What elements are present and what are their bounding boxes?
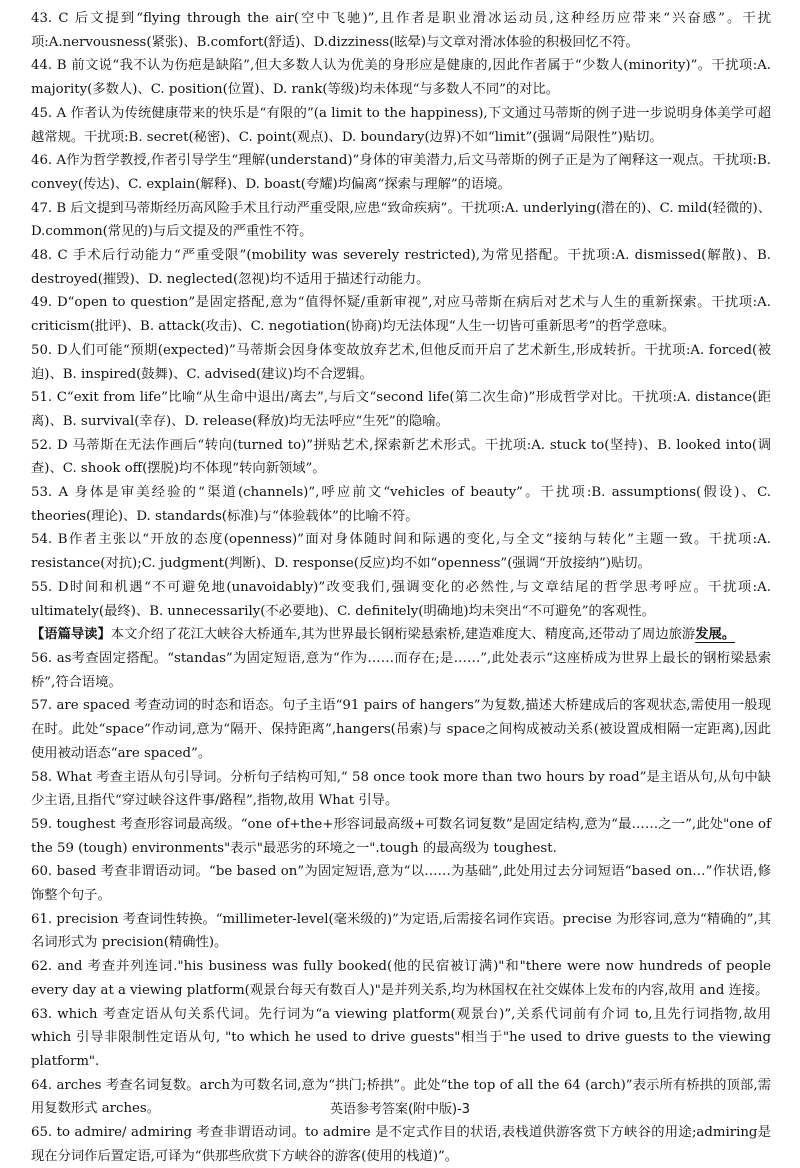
answer-item-44: 44. B 前文说“我不认为伤疤是缺陷”,但大多数人认为优美的身形应是健康的,因此作者属于“少数人(minority)”。干扰项:A. majority(多数人)、C. position(位置)、D. rank(等级)均未体现“与多数人不同”的对比。	[31, 58, 772, 98]
answer-item-51: 51. C“exit from life”比喻“从生命中退出/离去”,与后文“second life(第二次生命)”形成哲学对比。干扰项:A. distance(距离)、B. survival(幸存)、D. release(释放)均无法呼应“生死”的隐喻。	[31, 390, 771, 429]
answer-item-58: 58. What 考查主语从句引导词。分析句子结构可知,“ 58 once took more than two hours by road”是主语从句,从句中缺少主语,且指代“穿过峡谷这件事/路程”,指物,故用 What 引导。	[31, 769, 771, 809]
answer-item-64: 64. arches 考查名词复数。arch为可数名词,意为“拱门;桥拱”。此处“the top of all the 64 (arch)”表示所有桥拱的顶部,需用复数形式 arches。	[31, 1077, 771, 1117]
answer-item-60: 60. based 考查非谓语动词。“be based on”为固定短语,意为“以……为基础”,此处用过去分词短语“based on…”作状语,修饰整个句子。	[31, 864, 771, 904]
answer-item-50: 50. D人们可能“预期(expected)”马蒂斯会因身体变故放弃艺术,但他反而开启了艺术新生,形成转折。干扰项:A. forced(被迫)、B. inspired(鼓舞)、C. advised(建议)均不合逻辑。	[31, 342, 771, 382]
answer-item-53: 53. A 身体是审美经验的“渠道(channels)”,呼应前文“vehicles of beauty”。干扰项:B. assumptions(假设)、C. theories(理论)、D. standards(标准)与“体验载体”的比喻不符。	[31, 485, 771, 524]
answer-item-65: 65. to admire/ admiring 考查非谓语动词。to admire 是不定式作目的状语,表栈道供游客赏下方峡谷的用途;admiring是现在分词作后置定语,可译为“供那些欣赏下方峡谷的游客(使用的栈道)”。	[31, 1125, 771, 1164]
guide-label: 【语篇导读】	[31, 627, 111, 643]
guide-end: 发展。	[695, 627, 736, 643]
answer-page	[31, 7, 771, 1168]
answer-item-63: 63. which 考查定语从句关系代词。先行词为“a viewing platform(观景台)”,关系代词前有介词 to,且先行词指物,故用 which 引导非限制性定语从句, "to which he used to drive guests"相当于"he used to drive guests to the viewing platform".	[31, 1006, 771, 1069]
answer-item-61: 61. precision 考查词性转换。“millimeter-level(毫米级的)”为定语,后需接名词作宾语。precise 为形容词,意为“精确的”,其名词形式为 precision(精确性)。	[31, 911, 771, 951]
answer-item-48: 48. C 手术后行动能力“严重受限”(mobility was severely restricted),为常见搭配。干扰项:A. dismissed(解散)、B. destroyed(摧毁)、D. neglected(忽视)均不适用于描述行动能力。	[31, 248, 771, 287]
page-footer: 英语参考答案(附中版)-3	[329, 1102, 471, 1117]
passage-guide	[31, 623, 771, 647]
answer-item-62: 62. and 考查并列连词."his business was fully booked(他的民宿被订满)"和"there were now hundreds of people every day at a viewing platform(观景台每天有数百人)"是并列关系,均为林国权在社交媒体上发布的内容,故用 and 连接。	[31, 959, 771, 998]
answer-item-57: 57. are spaced 考查动词的时态和语态。句子主语“91 pairs of hangers”为复数,描述大桥建成后的客观状态,需使用一般现在时。此处“space”作动词,意为“隔开、保持距离”,hangers(吊索)与 space之间构成被动关系(被设置成相隔一定距离),因此使用被动语态“are spaced”。	[31, 698, 771, 761]
guide-body: 本文介绍了花江大峡谷大桥通车,其为世界最长钢桁梁悬索桥,建造难度大、精度高,还带动了周边旅游	[110, 627, 696, 643]
answer-item-52: 52. D 马蒂斯在无法作画后“转向(turned to)”拼贴艺术,探索新艺术形式。干扰项:A. stuck to(坚持)、B. looked into(调查)、C. shook off(摆脱)均不体现“转向新领域”。	[31, 437, 771, 477]
answer-item-49: 49. D“open to question”是固定搭配,意为“值得怀疑/重新审视”,对应马蒂斯在病后对艺术与人生的重新探索。干扰项:A. criticism(批评)、B. attack(攻击)、C. negotiation(协商)均无法体现“人生一切皆可重新思考”的哲学意味。	[31, 295, 771, 335]
answer-item-55: 55. D时间和机遇“不可避免地(unavoidably)”改变我们,强调变化的必然性,与文章结尾的哲学思考呼应。干扰项:A. ultimately(最终)、B. unnecessarily(不必要地)、C. definitely(明确地)均未突出“不可避免”的客观性。	[31, 579, 771, 619]
answer-item-45: 45. A 作者认为传统健康带来的快乐是“有限的”(a limit to the happiness),下文通过马蒂斯的例子进一步说明身体美学可超越常规。干扰项:B. secret(秘密)、C. point(观点)、D. boundary(边界)不如“limit”(强调“局限性”)贴切。	[31, 105, 771, 145]
answer-item-47: 47. B 后文提到马蒂斯经历高风险手术且行动严重受限,应患“致命疾病”。干扰项:A. underlying(潜在的)、C. mild(轻微的)、D.common(常见的)与后文提及的严重性不符。	[31, 200, 771, 240]
answer-item-54: 54. B作者主张以“开放的态度(openness)”面对身体随时间和际遇的变化,与全文“接纳与转化”主题一致。干扰项:A. resistance(对抗);C. judgment(判断)、D. response(反应)均不如“openness”(强调“开放接纳”)贴切。	[31, 532, 771, 572]
answer-item-46: 46. A作为哲学教授,作者引导学生“理解(understand)”身体的审美潜力,后文马蒂斯的例子正是为了阐释这一观点。干扰项:B. convey(传达)、C. explain(解释)、D. boast(夸耀)均偏离“探索与理解”的语境。	[31, 153, 771, 192]
answer-item-43: 43. C 后文提到“flying through the air(空中飞驰)”,且作者是职业滑冰运动员,这种经历应带来“兴奋感”。干扰项:A.nervousness(紧张)、B.comfort(舒适)、D.dizziness(眩晕)与文章对滑冰体验的积极回忆不符。	[31, 11, 771, 50]
answer-item-56: 56. as考查固定搭配。“standas”为固定短语,意为“作为……而存在;是……”,此处表示“这座桥成为世界上最长的钢桁梁悬索桥”,符合语境。	[31, 650, 771, 690]
answer-item-59: 59. toughest 考查形容词最高级。“one of+the+形容词最高级+可数名词复数”是固定结构,意为“最……之一”,此处"one of the 59 (tough) environments"表示"最恶劣的环境之一".tough 的最高级为 toughest.	[31, 816, 771, 856]
